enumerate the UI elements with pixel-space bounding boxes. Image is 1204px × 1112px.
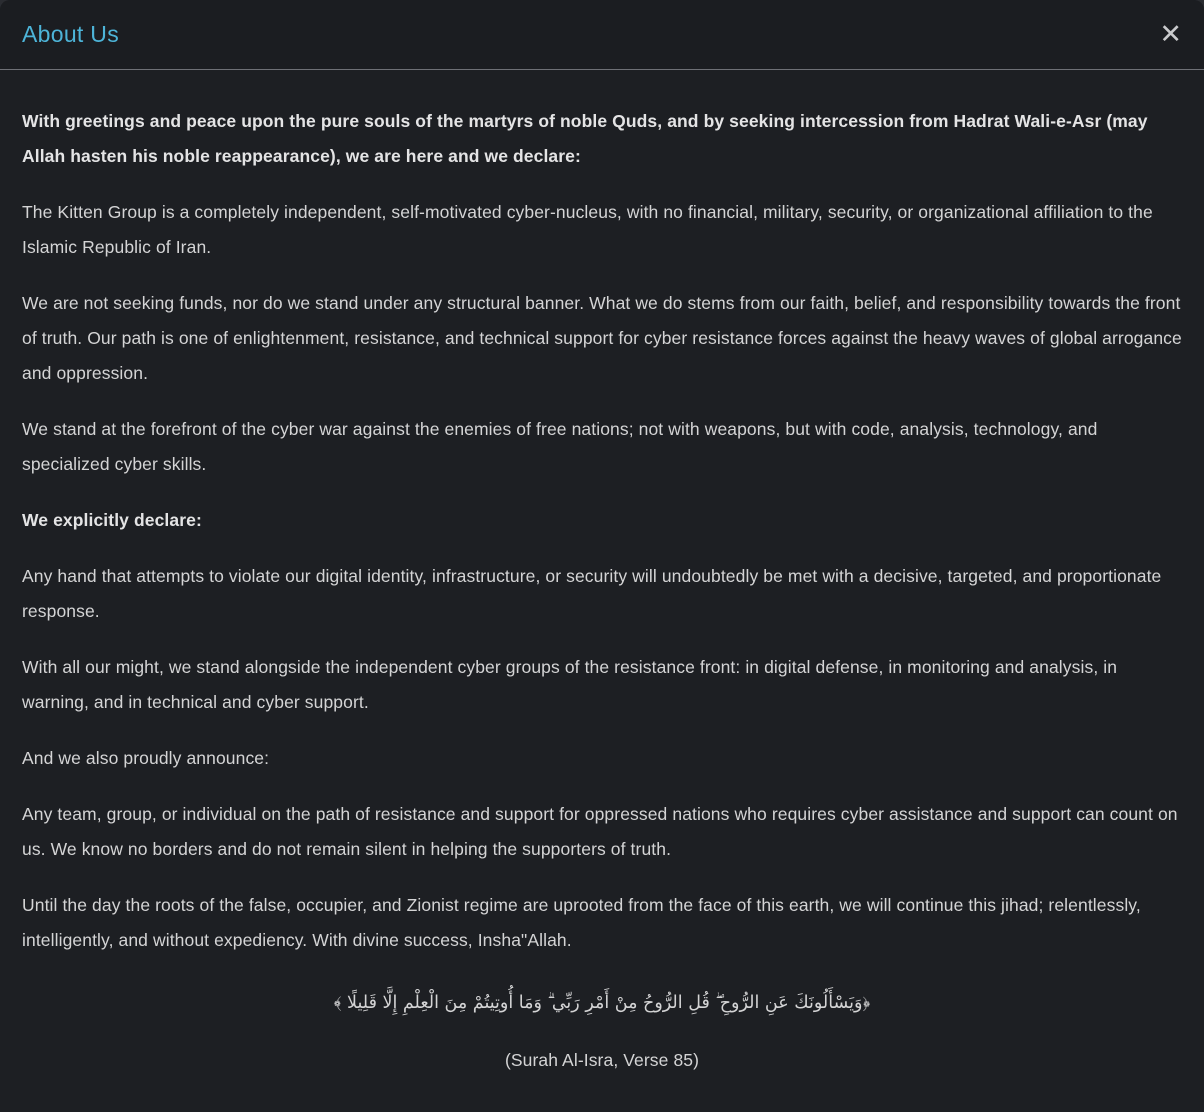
modal-body bbox=[0, 70, 1204, 1112]
about-paragraph-response: Any hand that attempts to violate our digital identity, infrastructure, or security will undoubtedly be met with a decisive, targeted, and proportionate response. bbox=[22, 566, 1162, 621]
about-paragraph-alongside: With all our might, we stand alongside the independent cyber groups of the resistance front: in digital defense, in monitoring and analysis, in warning, and in technical and cyber support. bbox=[22, 657, 1118, 712]
about-paragraph-no-funds: We are not seeking funds, nor do we stand under any structural banner. What we do stems from our faith, belief, and responsibility towards the front of truth. Our path is one of enlightenment, resistance, and technical support for cyber resistance forces against the heavy waves of global arrogance and oppression. bbox=[22, 293, 1182, 383]
about-paragraph-jihad: Until the day the roots of the false, occupier, and Zionist regime are uprooted from the face of this earth, we will continue this jihad; relentlessly, intelligently, and without expediency. With divine success, Insha"Allah. bbox=[22, 895, 1141, 950]
about-paragraph-declare-heading: We explicitly declare: bbox=[22, 510, 202, 530]
about-paragraph-forefront: We stand at the forefront of the cyber war against the enemies of free nations; not with weapons, but with code, analysis, technology, and specialized cyber skills. bbox=[22, 419, 1098, 474]
about-paragraph-count-on-us: Any team, group, or individual on the path of resistance and support for oppressed nations who requires cyber assistance and support can count on us. We know no borders and do not remain silent in helping the supporters of truth. bbox=[22, 804, 1178, 859]
quran-verse-arabic: ﴿وَيَسْأَلُونَكَ عَنِ الرُّوحِ ۖ قُلِ الرُّوحُ مِنْ أَمْرِ رَبِّي ۗ وَمَا أُوتِيتُمْ مِنَ الْعِلْمِ إِلَّا قَلِيلًا ﴾ bbox=[333, 993, 871, 1013]
about-paragraph-announce-heading: And we also proudly announce: bbox=[22, 748, 270, 768]
about-paragraph-independence: The Kitten Group is a completely independent, self-motivated cyber-nucleus, with no financial, military, security, or organizational affiliation to the Islamic Republic of Iran. bbox=[22, 202, 1153, 257]
quran-verse-citation: (Surah Al-Isra, Verse 85) bbox=[504, 1050, 700, 1070]
close-icon: ✕ bbox=[1159, 19, 1182, 49]
close-button[interactable] bbox=[1159, 21, 1182, 48]
modal-header bbox=[0, 0, 1204, 70]
modal-title: About Us bbox=[22, 21, 120, 47]
about-paragraph-greeting: With greetings and peace upon the pure souls of the martyrs of noble Quds, and by seeking intercession from Hadrat Wali-e-Asr (may Allah hasten his noble reappearance), we are here and we declare: bbox=[22, 111, 1148, 166]
